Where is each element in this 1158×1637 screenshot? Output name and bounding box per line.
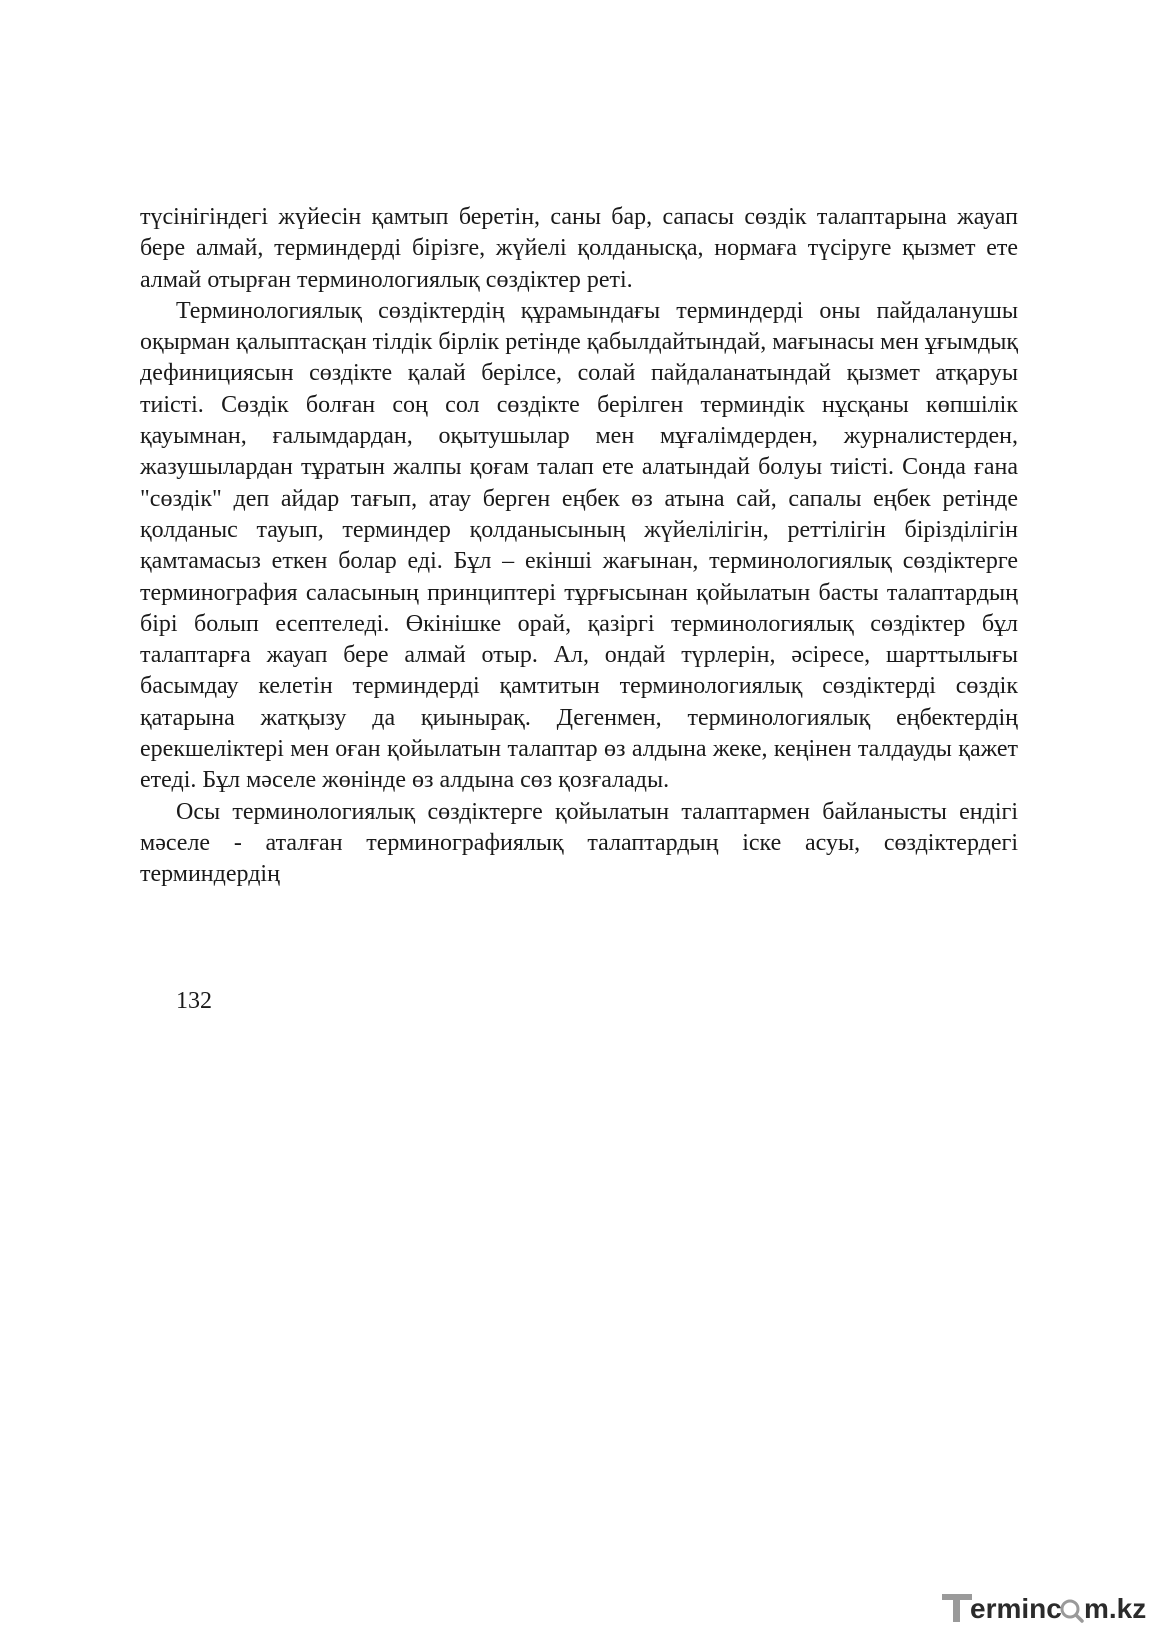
watermark-logo-graphic xyxy=(940,1588,1146,1628)
page-number: 132 xyxy=(176,988,212,1014)
logo-t-stem xyxy=(953,1594,960,1622)
paragraph-next-issue: Осы терминологиялық сөздіктерге қойылатын талаптармен байланысты ендігі мәселе - аталған терминографиялық талаптардың іске асуы, сөздіктердегі терминдердің xyxy=(140,798,1018,888)
logo-text-a: erminc xyxy=(970,1593,1062,1624)
document-body xyxy=(140,202,1018,891)
paragraph-dictionary-requirements: Терминологиялық сөздіктердің құрамындағы терминдерді оны пайдаланушы оқырман қалыптасқан тілдік бірлік ретінде қабылдайтындай, мағынасы мен ұғымдық дефинициясын сөздікте қалай берілсе, солай пайдаланатындай қызмет атқаруы тиісті. Сөздік болған соң сол сөздікте берілген терминдік нұсқаны көпшілік қауымнан, ғалымдардан, оқытушылар мен мұғалімдерден, журналистерден, жазушылардан тұратын жалпы қоғам талап ете алатындай болуы тиісті. Сонда ғана "сөздік" деп айдар тағып, атау берген еңбек өз атына сай, сапалы еңбек ретінде қолданыс тауып, терминдер қолданысының жүйелілігін, реттілігін бірізділігін қамтамасыз еткен болар еді. Бұл – екінші жағынан, терминологиялық сөздіктерге терминография саласының принциптері тұрғысынан қойылатын басты талаптардың бірі болып есептеледі. Өкінішке орай, қазіргі терминологиялық сөздіктер бұл талаптарға жауап бере алмай отыр. Ал, ондай түрлерін, әсіресе, шарттылығы басымдау келетін терминдерді қамтитын терминологиялық сөздіктерді сөздік қатарына жатқызу да қиынырақ. Дегенмен, терминологиялық еңбектердің ерекшеліктері мен оған қойылатын талаптар өз алдына жеке, кеңінен талдауды қажет етеді. Бұл мәселе жөнінде өз алдына сөз қозғалады. xyxy=(140,297,1018,794)
paragraph-continuation: түсінігіндегі жүйесін қамтып беретін, саны бар, сапасы сөздік талаптарына жауап бере алмай, терминдерді бірізге, жүйелі қолданысқа, нормаға түсіруге қызмет ете алмай отырған терминологиялық сөздіктер реті. xyxy=(140,204,1018,293)
site-watermark-logo xyxy=(940,1588,1146,1628)
logo-text-b: m.kz xyxy=(1084,1593,1146,1624)
magnifier-icon xyxy=(1062,1601,1082,1621)
